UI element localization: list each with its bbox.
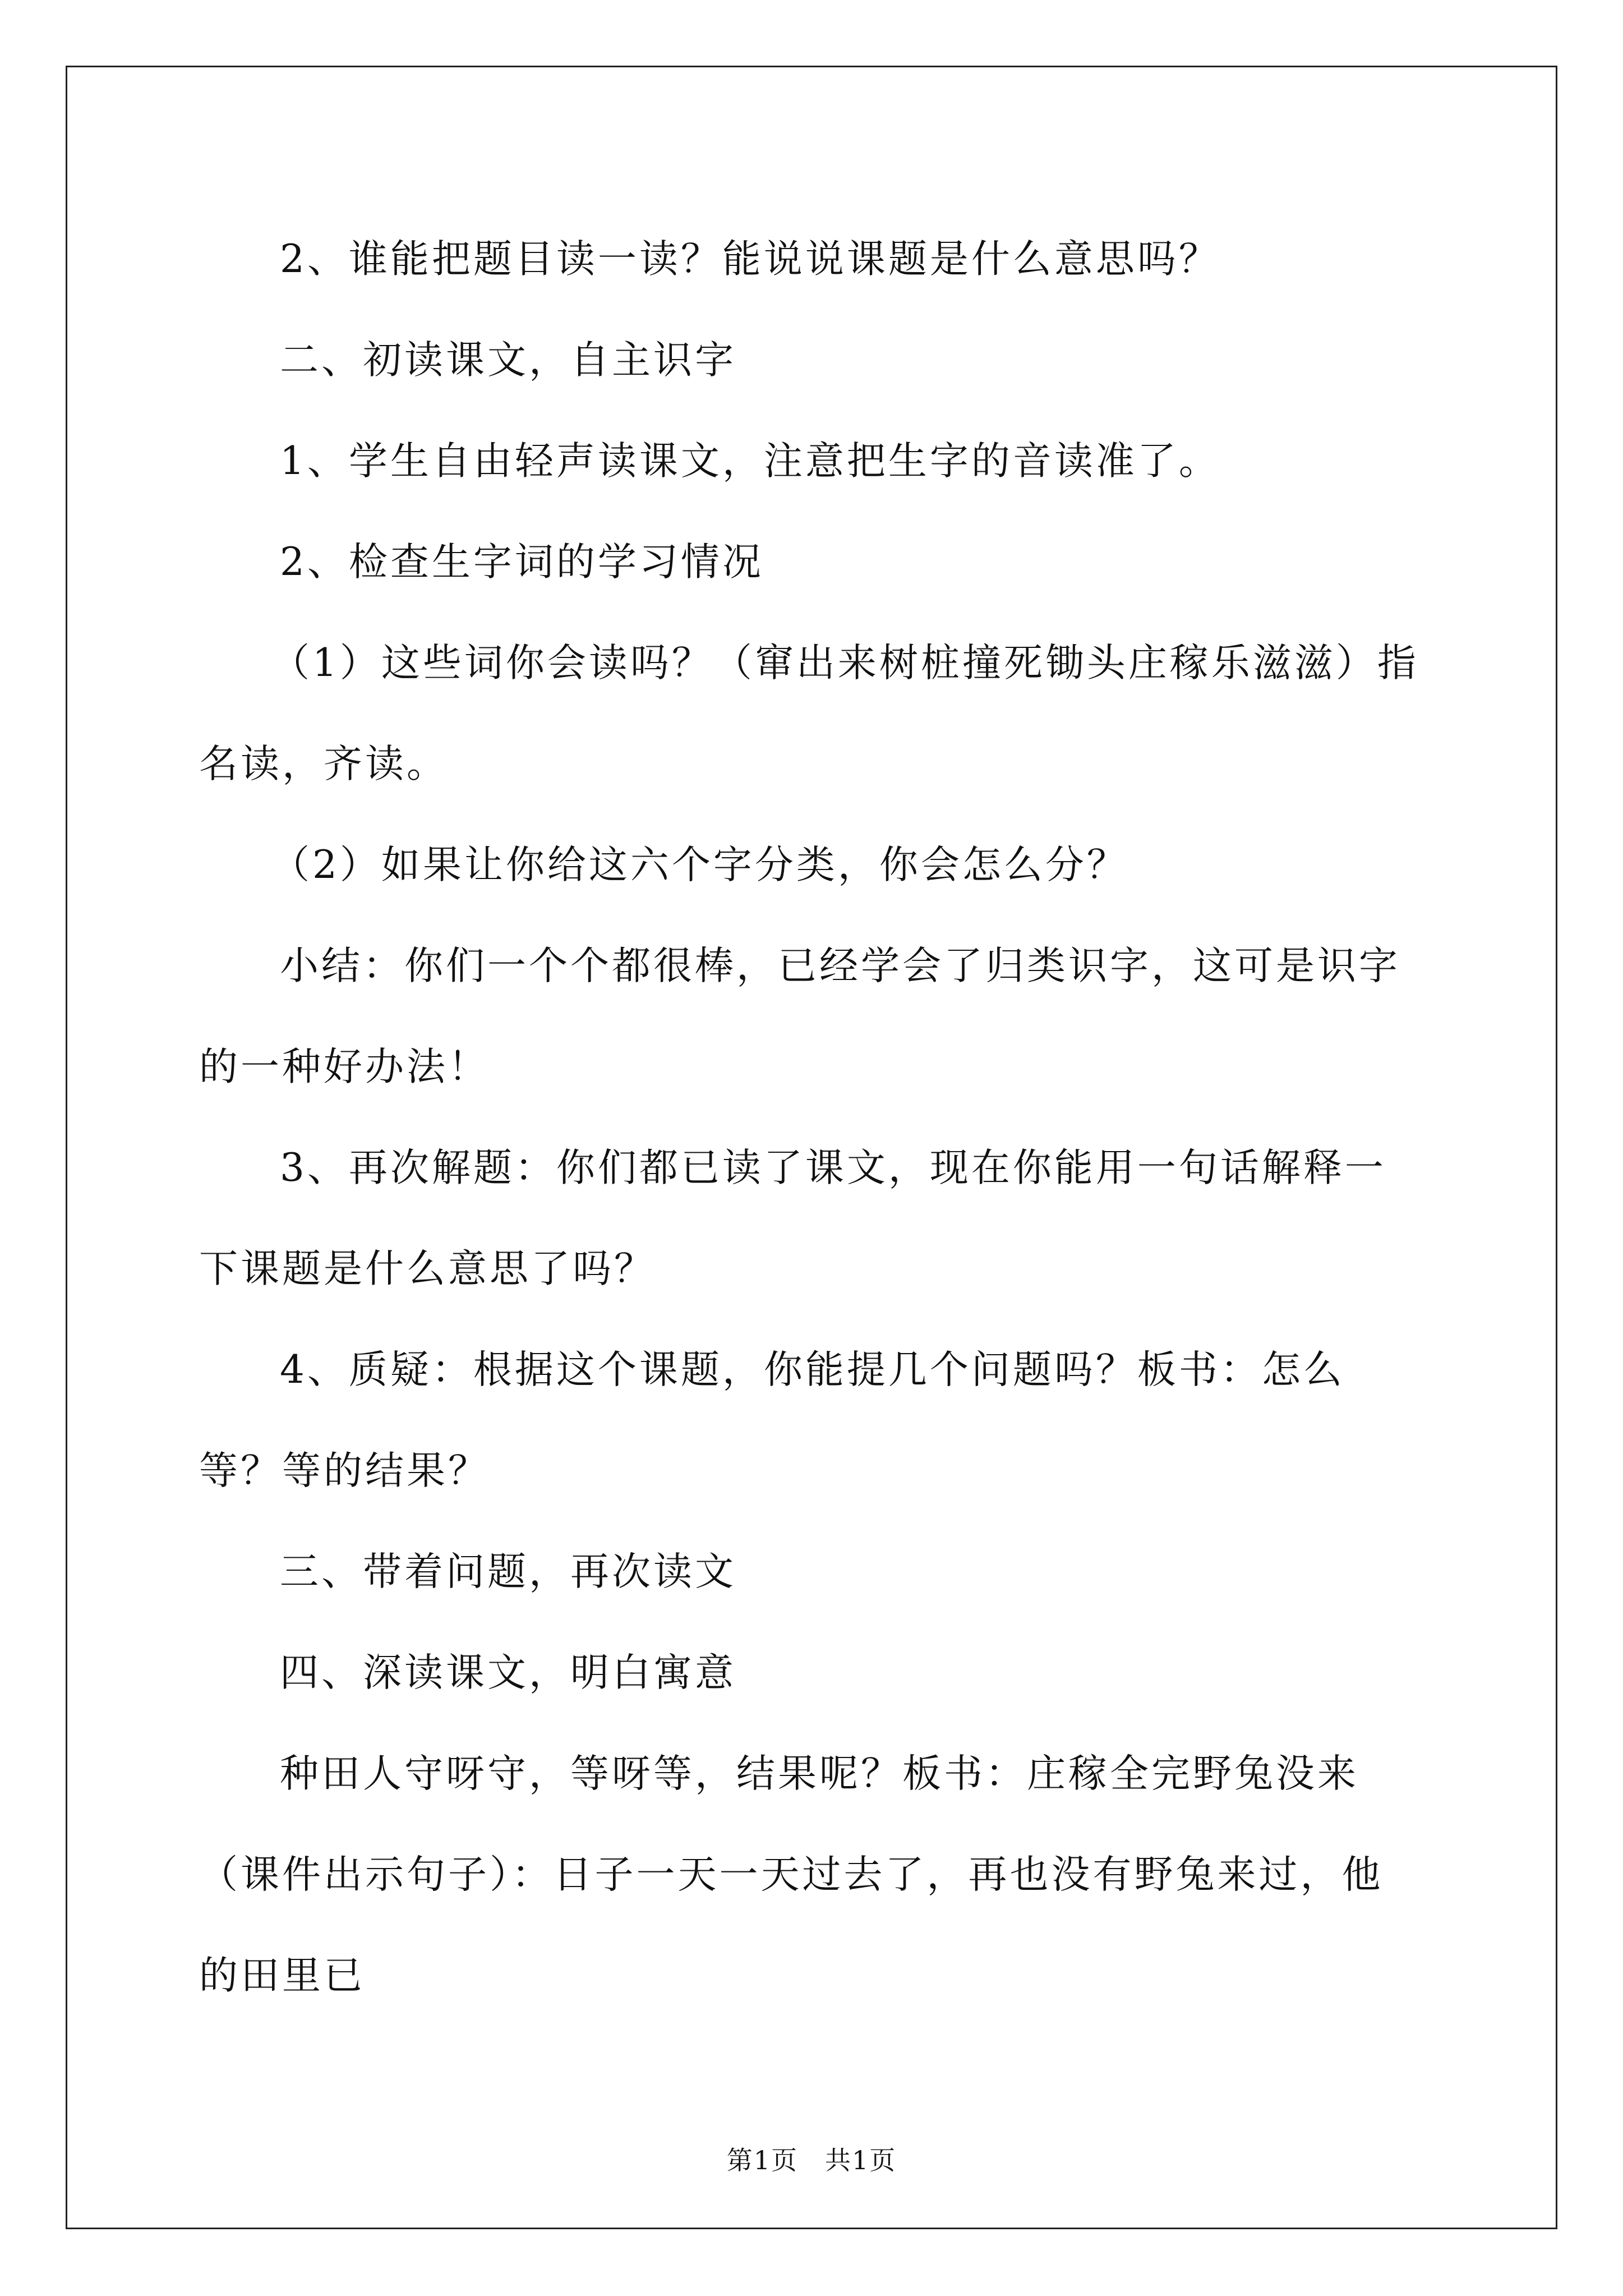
paragraph-6: （2）如果让你给这六个字分类，你会怎么分？ [271,843,1128,887]
paragraph-4: 2、检查生字词的学习情况 [280,540,764,585]
document-body [199,209,1424,2026]
paragraph-9: 4、质疑：根据这个课题，你能提几个问题吗？板书：怎么等？等的结果？ [199,1347,1345,1493]
paragraph-11: 四、深读课文，明白寓意 [280,1650,736,1695]
paragraph-12: 种田人守呀守，等呀等，结果呢？板书：庄稼全完野兔没来（课件出示句子）：日子一天一天过去了，再也没有野兔来过，他的田里已 [199,1751,1384,1998]
paragraph-8: 3、再次解题：你们都已读了课文，现在你能用一句话解释一下课题是什么意思了吗？ [199,1145,1386,1291]
page-footer: 第1页 共1页 [726,2145,897,2175]
paragraph-3: 1、学生自由轻声读课文，注意把生字的音读准了。 [280,439,1220,484]
paragraph-7: 小结：你们一个个都很棒，已经学会了归类识字，这可是识字的一种好办法！ [199,944,1400,1089]
paragraph-1: 2、谁能把题目读一读？能说说课题是什么意思吗？ [280,237,1220,282]
paragraph-10: 三、带着问题，再次读文 [280,1549,736,1594]
paragraph-5: （1）这些词你会读吗？（窜出来树桩撞死锄头庄稼乐滋滋）指名读，齐读。 [199,641,1419,786]
paragraph-2: 二、初读课文，自主识字 [280,338,736,383]
